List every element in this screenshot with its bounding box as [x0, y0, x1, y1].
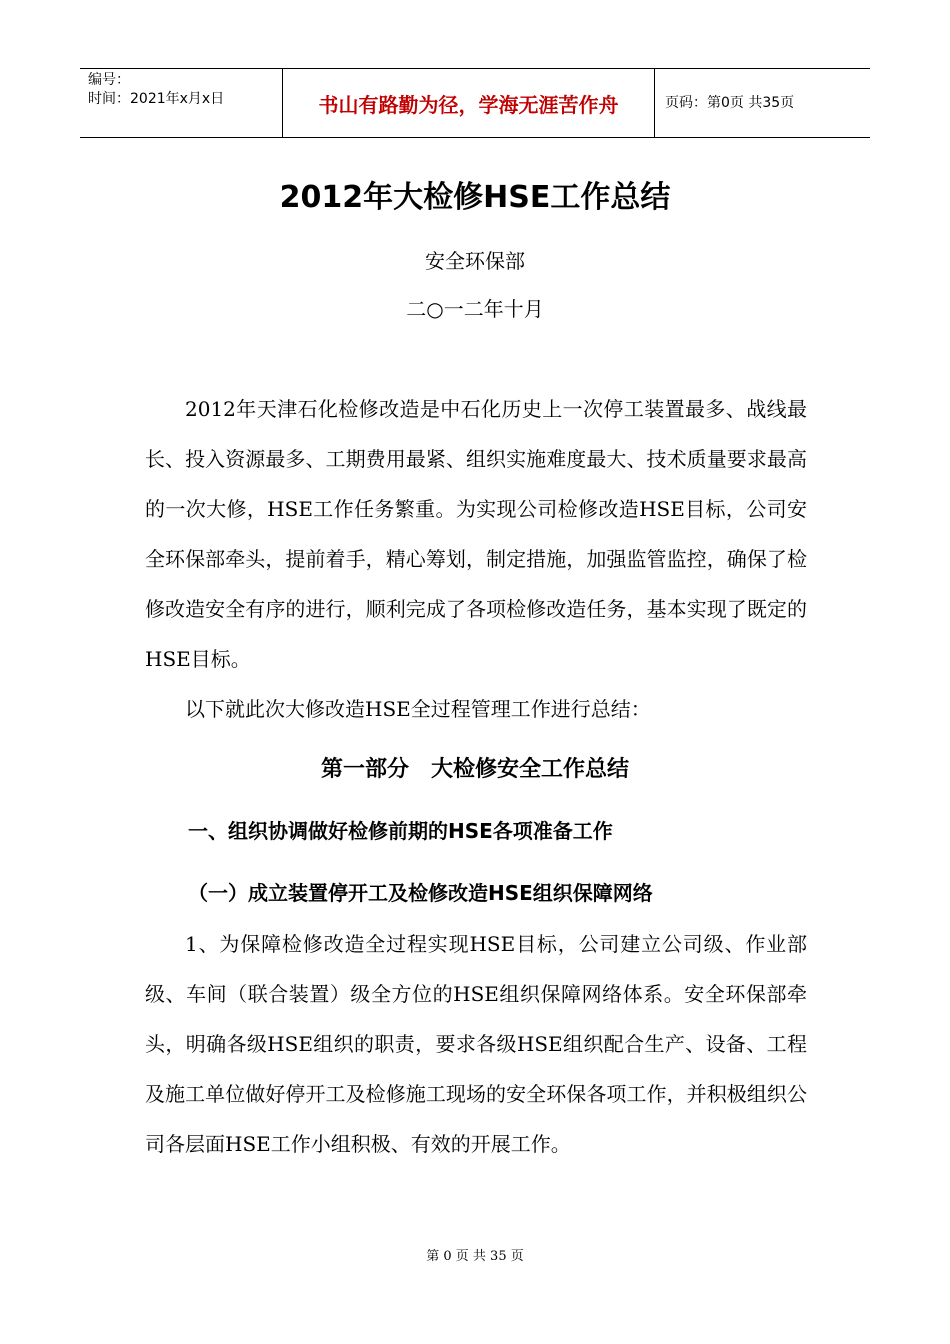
subsection-heading: （一）成立装置停开工及检修改造HSE组织保障网络 [188, 881, 653, 905]
time-label: 时间：2021年x月x日 [88, 91, 225, 107]
part-heading: 第一部分 大检修安全工作总结 [320, 757, 629, 782]
header-table [80, 68, 870, 138]
page-footer: 第 0 页 共 35 页 [426, 1249, 524, 1264]
department-name: 安全环保部 [425, 249, 525, 273]
number-label: 编号： [88, 72, 130, 88]
header-motto-cell [283, 69, 655, 137]
item-1-paragraph: 1、为保障检修改造全过程实现HSE目标，公司建立公司级、作业部级、车间（联合装置）级全方位的HSE组织保障网络体系。安全环保部牵头，明确各级HSE组织的职责，要求各级HSE组织配合生产、设备、工程及施工单位做好停开工及检修施工现场的安全环保各项工作，并积极组织公司各层面HSE工作小组积极、有效的开展工作。 [145, 932, 807, 1156]
document-date: 二○一二年十月 [406, 297, 544, 321]
motto-text: 书山有路勤为径，学海无涯苦作舟 [318, 93, 619, 117]
document-title: 2012年大检修HSE工作总结 [279, 180, 671, 215]
header-meta-cell [80, 69, 283, 137]
header-page-cell [655, 69, 870, 137]
intro-paragraph: 2012年天津石化检修改造是中石化历史上一次停工装置最多、战线最长、投入资源最多、工期费用最紧、组织实施难度最大、技术质量要求最高的一次大修，HSE工作任务繁重。为实现公司检修改造HSE目标，公司安全环保部牵头，提前着手，精心筹划，制定措施，加强监管监控，确保了检修改造安全有序的进行，顺利完成了各项检修改造任务，基本实现了既定的HSE目标。 [145, 397, 807, 671]
summary-intro-paragraph: 以下就此次大修改造HSE全过程管理工作进行总结： [185, 697, 651, 721]
section-heading: 一、组织协调做好检修前期的HSE各项准备工作 [188, 819, 613, 843]
page-info: 页码：第0页 共35页 [665, 95, 795, 111]
